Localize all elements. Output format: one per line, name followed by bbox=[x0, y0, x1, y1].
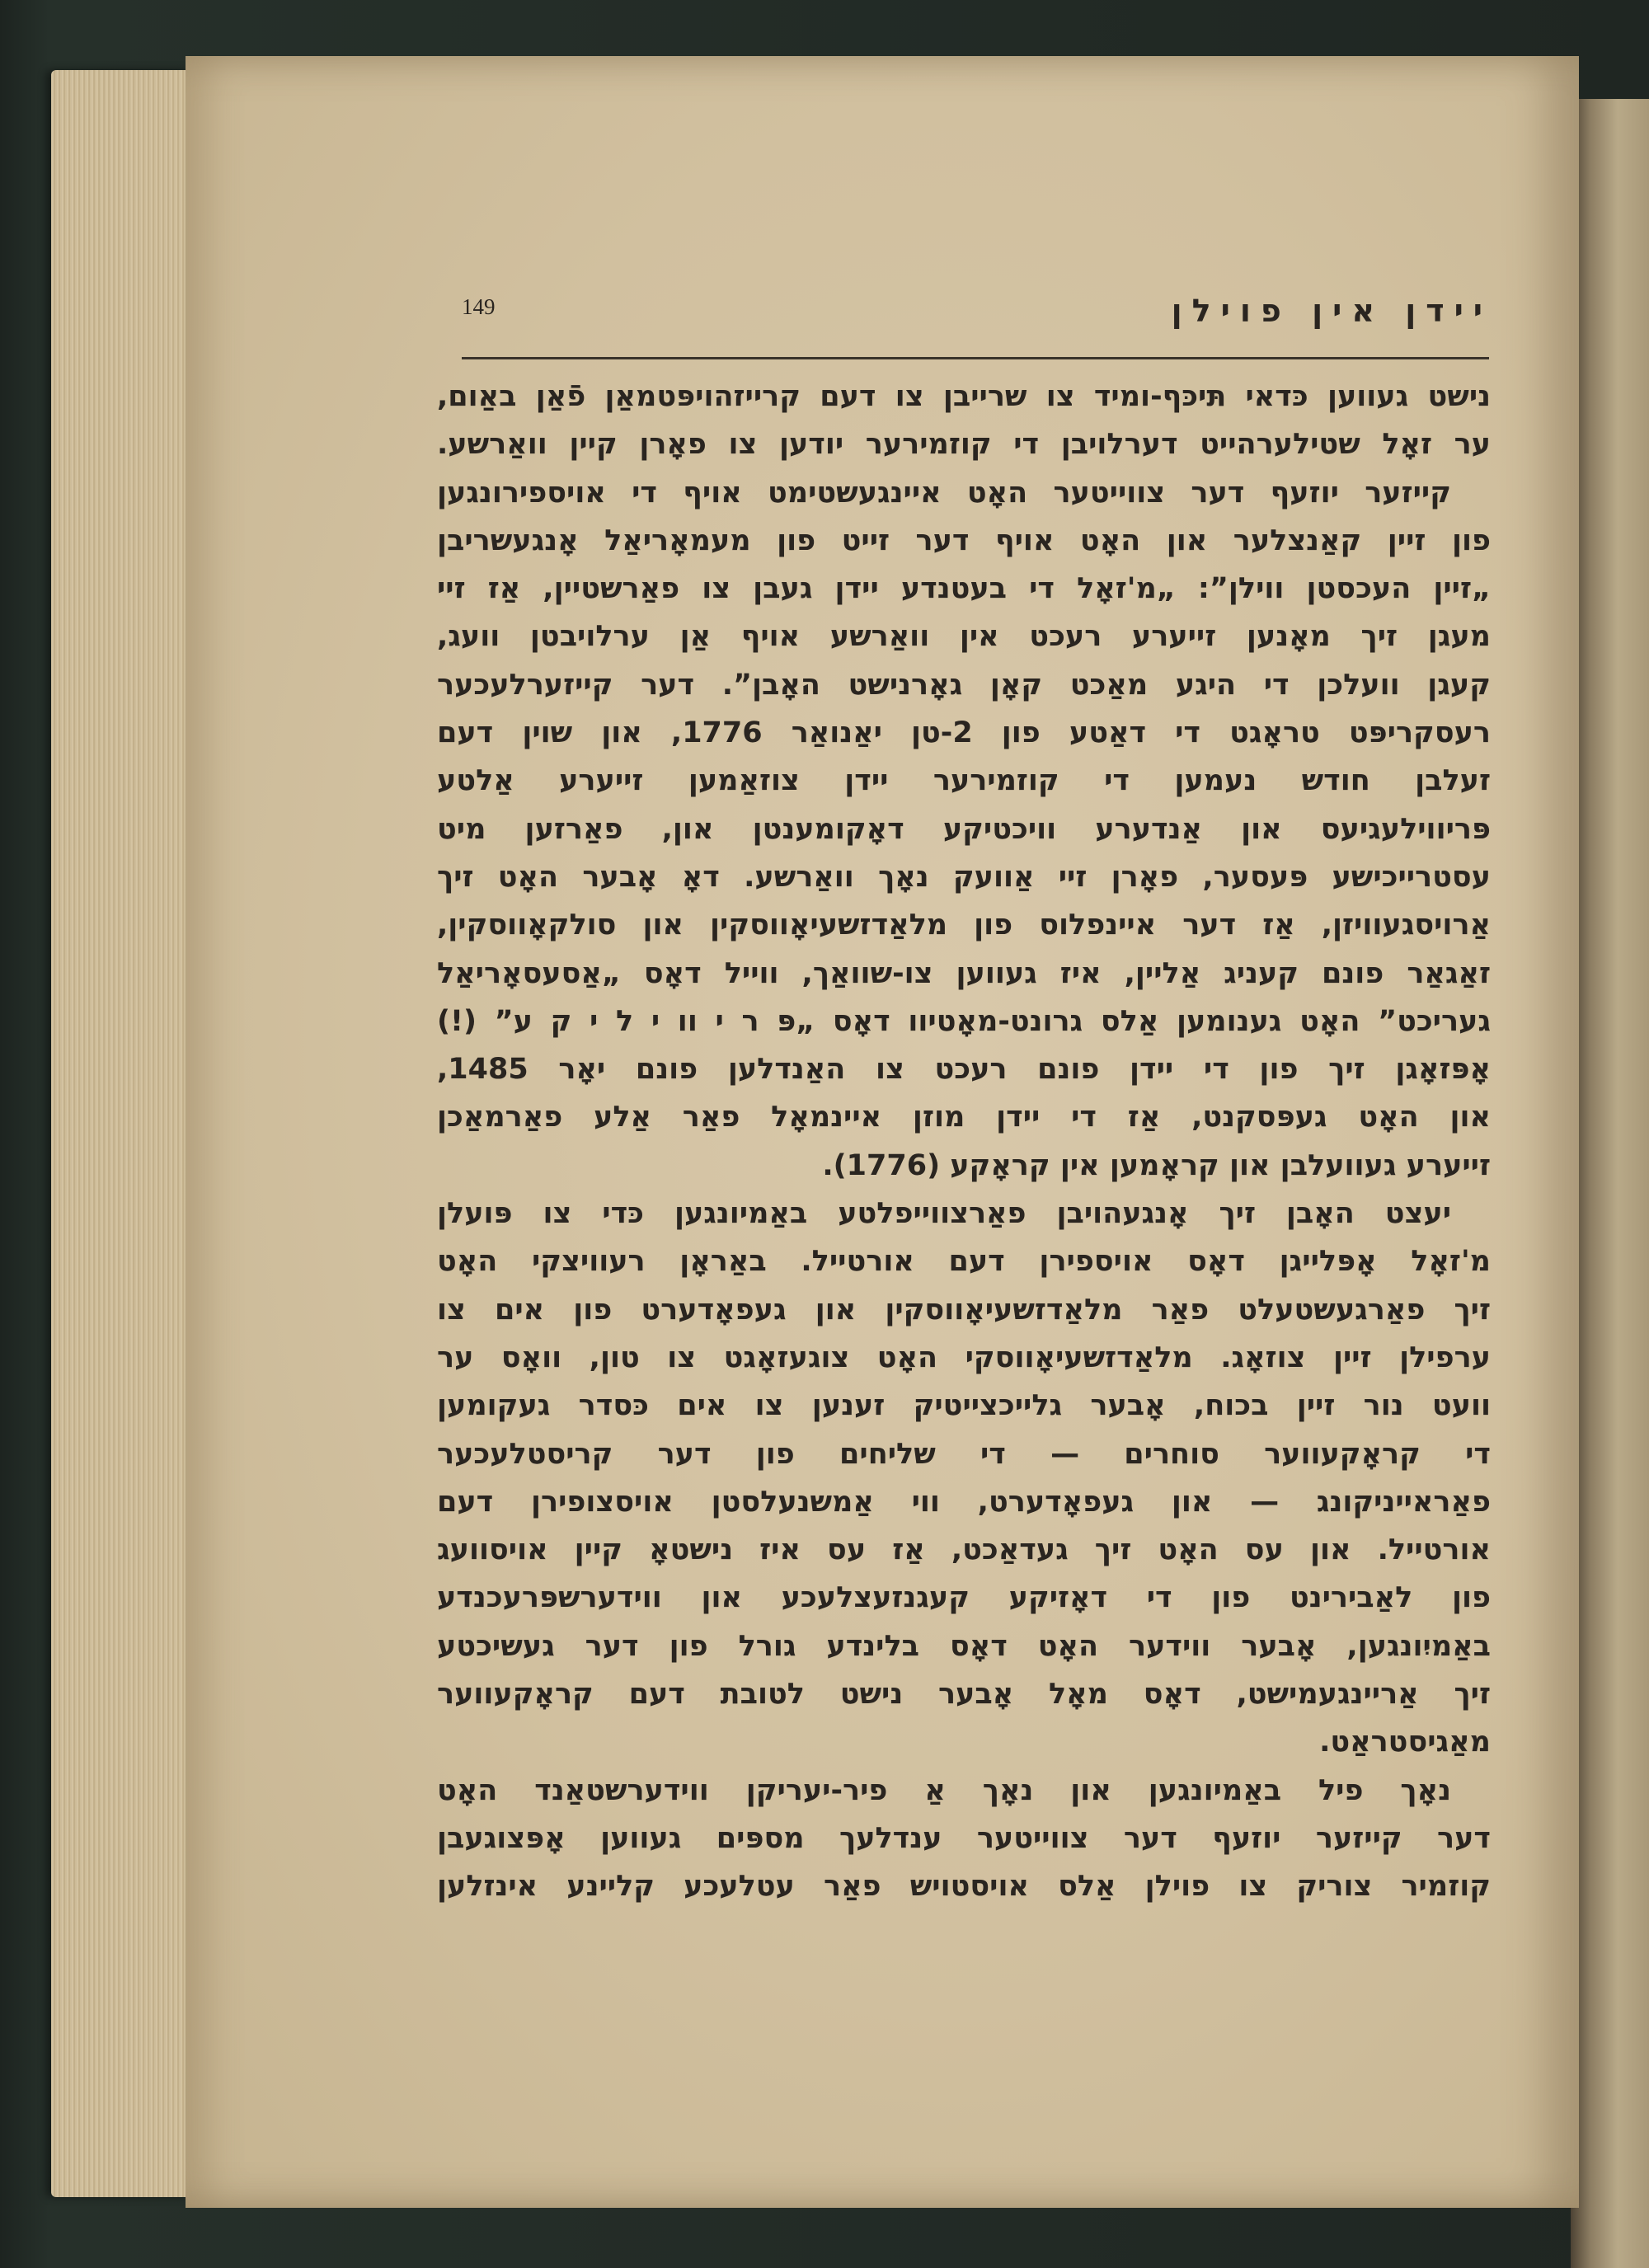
text-line: אַרויסגעוויזן, אַז דער איינפלוס פון מלאַדזשעיאָווסקין און סולקאָווסקין, bbox=[437, 909, 1491, 942]
text-line: מאַגיסטראַט. bbox=[1319, 1726, 1491, 1759]
page-number: 149 bbox=[462, 294, 496, 319]
text-line: אָפּזאָגן זיך פון די יידן פונם רעכט צו האַנדלען פונם יאָר 1485, bbox=[437, 1053, 1491, 1087]
text-line: זיך פאַרגעשטעלט פאַר מלאַדזשעיאָווסקין און געפאָדערט פון אים צו bbox=[437, 1293, 1491, 1327]
running-title: יידן אין פוילן bbox=[1171, 293, 1492, 329]
text-line: עסטרייכישע פּעסער, פאָרן זיי אַוועק נאָך וואַרשע. דאָ אָבער האָט זיך bbox=[437, 860, 1491, 894]
text-line: די קראָקעווער סוחרים — די שליחים פון דער קריסטלעכער bbox=[437, 1437, 1491, 1471]
text-line: ערפילן זיין צוזאָג. מלאַדזשעיאָווסקי האָט צוגעזאָגט צו טון, וואָס ער bbox=[437, 1341, 1491, 1374]
facing-page-edge bbox=[1571, 99, 1649, 2268]
text-line: און האָט געפּסקנט, אַז די יידן מוזן איינמאָל פאַר אַלע פאַרמאַכן bbox=[437, 1101, 1491, 1134]
text-line: יעצט האָבן זיך אָנגעהויבן פאַרצווייפלטע באַמיונגען כּדי צו פּועלן bbox=[437, 1197, 1451, 1231]
text-line: זאַגאַר פונם קעניג אַליין, איז געווען צו-שוואַך, ווייל דאָס „אַסעסאָריאַל bbox=[437, 956, 1491, 990]
body-text bbox=[437, 373, 1491, 1911]
text-line: רעסקריפּט טראָגט די דאַטע פון 2-טן יאַנואַר 1776, און שוין דעם bbox=[437, 716, 1491, 750]
text-line: זייערע געוועלבן און קראָמען אין קראָקע (1776). bbox=[822, 1148, 1491, 1182]
text-line: באַמיִונגען, אָבער ווידער האָט דאָס בלינדע גורל פון דער געשיכטע bbox=[437, 1629, 1491, 1663]
text-line: מ'זאָל אָפּלייגן דאָס אויספירן דעם אורטייל. באַראָן רעוויצקי האָט bbox=[437, 1245, 1491, 1279]
text-line: נישט געווען כּדאי תּיכּף-ומיד צו שרייבן צו דעם קרייזהויפּטמאַן פֿאַן באַום, bbox=[437, 380, 1491, 413]
text-line: קוזמיר צוריק צו פוילן אַלס אויסטויש פאַר עטלעכע קליינע אינזלען bbox=[437, 1870, 1491, 1904]
text-line: וועט נור זיין בכוח, אָבער גלייכצייטיק זענען צו אים כּסדר געקומען bbox=[437, 1389, 1491, 1423]
header-rule bbox=[462, 357, 1489, 359]
text-line: ער זאָל שטילערהייט דערלויבן די קוזמירער יודען צו פאָרן קיין וואַרשע. bbox=[437, 428, 1491, 462]
text-line: געריכט” האָט גענומען אַלס גרונט-מאָטיוו דאָס „פּ ר י וו י ל י ק ע” (!) bbox=[437, 1004, 1491, 1038]
text-line: דער קייזער יוזעף דער צווייטער ענדלעך מספּים געווען אָפּצוגעבן bbox=[437, 1821, 1491, 1855]
text-line: „זיין העכסטן ווילן”: „מ'זאָל די בעטנדע יידן געבן צו פאַרשטיין, אַז זיי bbox=[437, 572, 1491, 606]
text-line: קייזער יוזעף דער צווייטער האָט איינגעשטימט אויף די אויספירונגען bbox=[437, 476, 1451, 509]
text-line: אורטייל. און עס האָט זיך געדאַכט, אַז עס איז נישטאָ קיין אויסוועג bbox=[437, 1533, 1491, 1567]
text-line: נאָך פיל באַמיונגען און נאָך אַ פיר-יעריקן ווידערשטאַנד האָט bbox=[437, 1773, 1451, 1807]
running-head bbox=[462, 293, 1492, 359]
text-line: זיך אַריינגעמישט, דאָס מאָל אָבער נישט לטובת דעם קראָקעווער bbox=[437, 1678, 1491, 1712]
text-line: פּריווילעגיעס און אַנדערע וויכטיקע דאָקומענטן און, פאַרזען מיט bbox=[437, 812, 1491, 846]
text-line: פאַראייניקונג — און געפאָדערט, ווי אַמשנעלסטן אויסצופירן דעם bbox=[437, 1485, 1491, 1519]
text-line: פון זיין קאַנצלער און האָט אויף דער זייט פון מעמאָריאַל אָנגעשריבן bbox=[437, 524, 1491, 557]
text-line: קעגן וועלכן די היגע מאַכט קאָן גאָרנישט האָבן”. דער קייזערלעכער bbox=[437, 668, 1491, 702]
text-line: זעלבן חודש נעמען די קוזמירער יידן צוזאַמען זייערע אַלטע bbox=[437, 764, 1491, 798]
text-line: מעגן זיך מאָנען זייערע רעכט אין וואַרשע אויף אַן ערלויבטן וועג, bbox=[437, 620, 1491, 654]
page-edges bbox=[51, 70, 191, 2197]
text-line: פון לאַבירינט פון די דאָזיקע קעגנזעצלעכע און ווידערשפּרעכנדע bbox=[437, 1581, 1491, 1615]
